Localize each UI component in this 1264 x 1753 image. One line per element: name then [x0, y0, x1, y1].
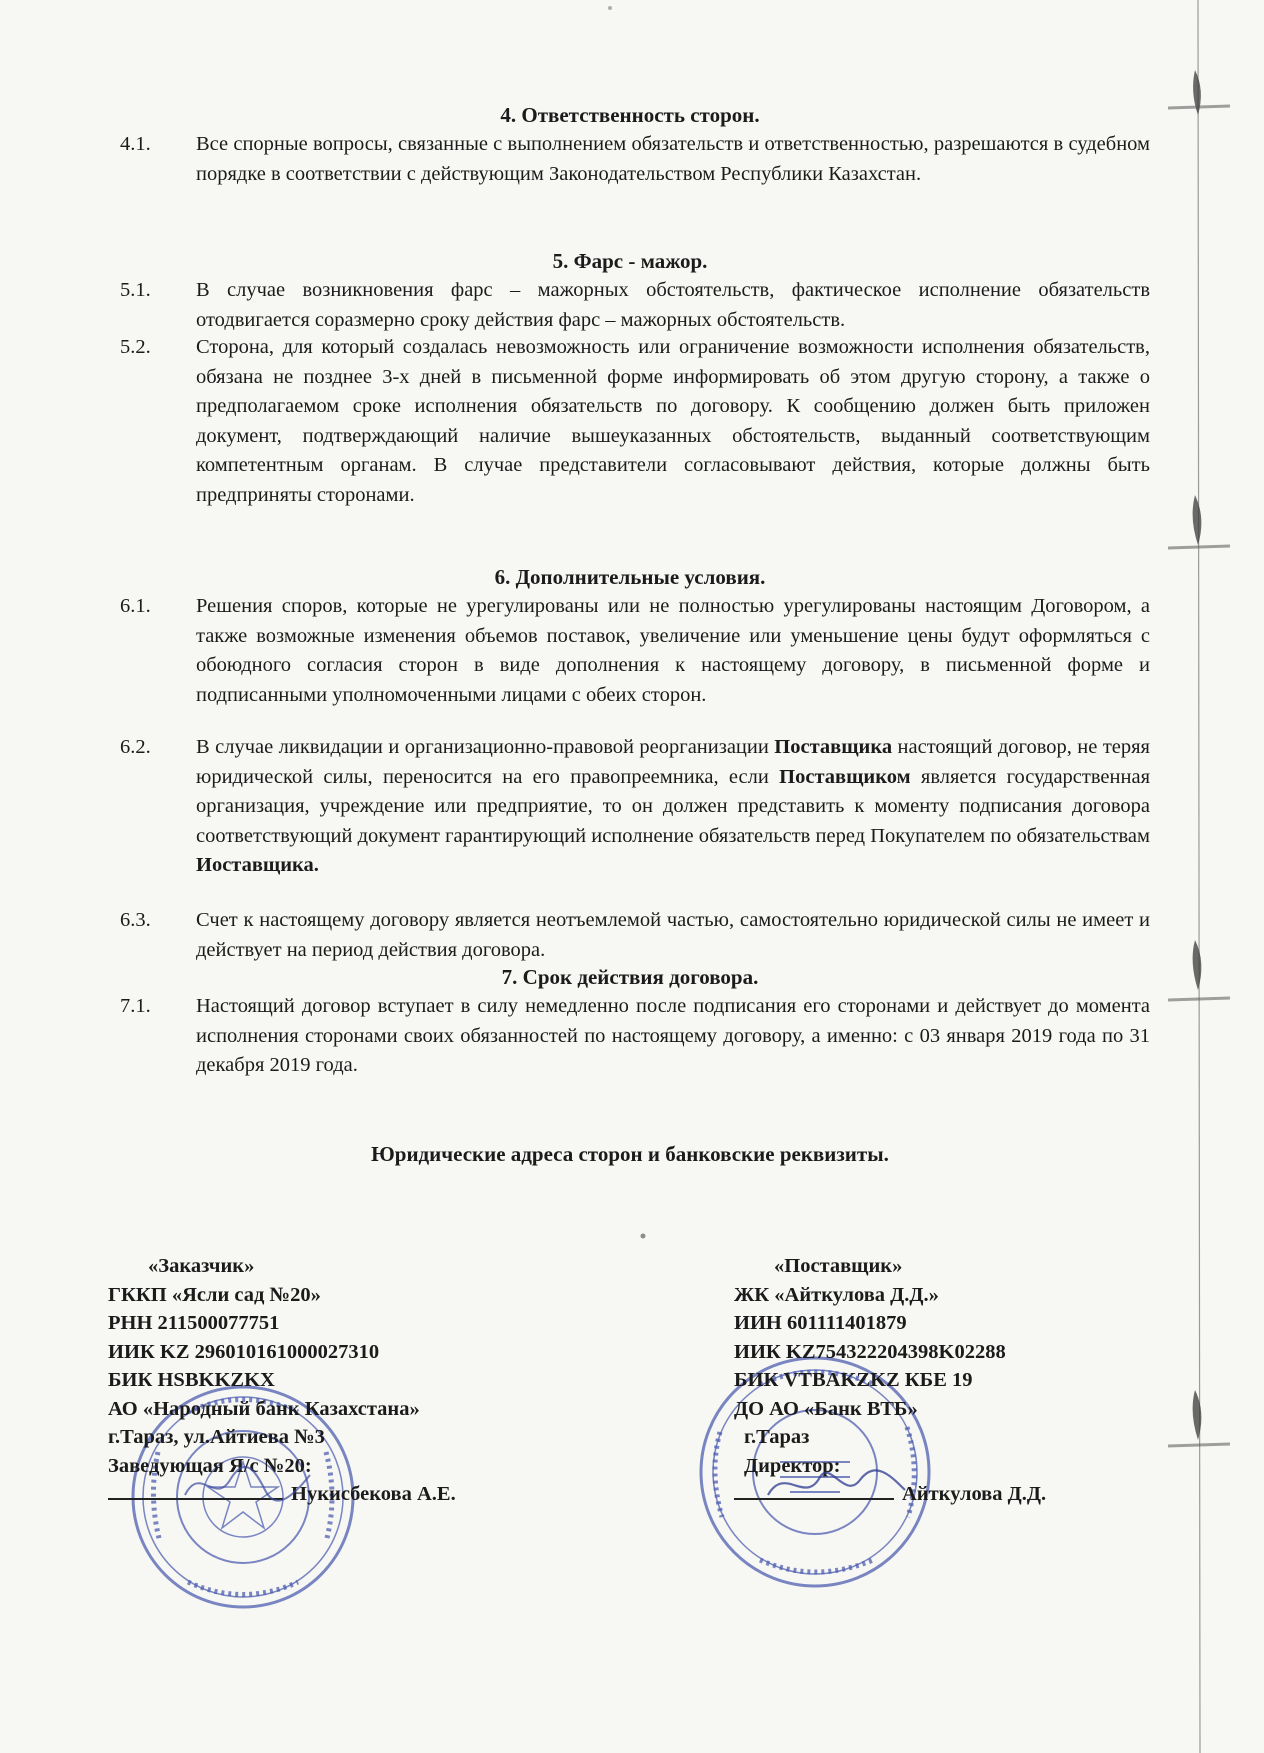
- clause-number: 6.2.: [120, 736, 151, 758]
- clause-number: 5.1.: [120, 279, 151, 301]
- section-6-title: 6. Дополнительные условия.: [494, 565, 766, 589]
- clause-text: В случае ликвидации и организационно-правовой реорганизации Поставщика настоящий договор, не теряя юридической силы, переносится на его правопреемника, если Поставщиком является государственная организация, учреждение или предприятие, то он должен представить к моменту подписания договора соответствующий документ гарантирующий исполнение обязательств перед Покупателем по обязательствам Иоставщика.: [196, 736, 1150, 876]
- supplier-term: Поставщика: [774, 736, 893, 758]
- supplier-signature-row: [734, 1480, 1046, 1509]
- clause-number: 6.3.: [120, 909, 151, 931]
- customer-rnn: РНН 211500077751: [108, 1312, 280, 1334]
- clause-text: Сторона, для который создалась невозможность или ограничение возможности исполнения обязательств, обязана не позднее 3-х дней в письменной форме информировать об этом другую сторону, а также о предполагаемом сроке исполнения обязательств по договору. К сообщению должен быть приложен документ, подтверждающий наличие вышеуказанных обстоятельств, выданный соответствующим компетентным органам. В случае представители согласовывают действия, которые должны быть предприняты сторонами.: [196, 336, 1150, 506]
- supplier-bik: БИК VTBAKZKZ КБЕ 19: [734, 1369, 973, 1391]
- clause-text: Счет к настоящему договору является неотъемлемой частью, самостоятельно юридической силы не имеет и действует на период действия договора.: [196, 909, 1150, 961]
- customer-bank: АО «Народный банк Казахстана»: [108, 1397, 420, 1420]
- supplier-city: г.Тараз: [744, 1426, 810, 1448]
- section-4-title: 4. Ответственность сторон.: [500, 103, 760, 127]
- customer-requisites: [108, 1252, 456, 1509]
- signature-line: [108, 1480, 283, 1500]
- supplier-iik: ИИК KZ754322204398K02288: [734, 1340, 1006, 1363]
- customer-role: «Заказчик»: [148, 1255, 255, 1277]
- supplier-signer: Айткулова Д.Д.: [902, 1483, 1047, 1505]
- clause-text: В случае возникновения фарс – мажорных обстоятельств, фактическое исполнение обязательств отодвигается соразмерно сроку действия фарс – мажорных обстоятельств.: [196, 279, 1150, 331]
- supplier-iin: ИИН 601111401879: [734, 1312, 907, 1334]
- customer-bik: БИК HSBKKZKX: [108, 1369, 275, 1391]
- clause-text: Решения споров, которые не урегулированы или не полностью урегулированы настоящим Договором, а также возможные изменения объемов поставок, увеличение или уменьшение цены будут оформляться с обоюдного согласия сторон в виде дополнения к настоящему договору, в письменной форме и подписанными уполномоченными лицами с обеих сторон.: [196, 595, 1150, 706]
- clause-number: 4.1.: [120, 133, 151, 155]
- customer-position: Заведующая Я/с №20:: [108, 1454, 312, 1477]
- signature-line: [734, 1480, 894, 1500]
- customer-iik: ИИК KZ 296010161000027310: [108, 1340, 380, 1363]
- clause-number: 5.2.: [120, 336, 151, 358]
- clause-number: 6.1.: [120, 595, 151, 617]
- supplier-role: «Поставщик»: [774, 1255, 903, 1277]
- customer-signature-row: [108, 1480, 456, 1509]
- clause-number: 7.1.: [120, 995, 151, 1017]
- supplier-requisites: [734, 1252, 1046, 1509]
- supplier-term: Иоставщика.: [196, 854, 319, 876]
- requisites-title: Юридические адреса сторон и банковские реквизиты.: [371, 1142, 889, 1166]
- customer-signer: Нукисбекова А.Е.: [291, 1483, 456, 1505]
- section-7-title: 7. Срок действия договора.: [501, 965, 759, 989]
- clause-text: Настоящий договор вступает в силу немедленно после подписания его сторонами и действует до момента исполнения сторонами своих обязанностей по настоящему договору, а именно: с 03 января 2019 года по 31 декабря 2019 года.: [196, 995, 1150, 1076]
- supplier-bank: ДО АО «Банк ВТБ»: [734, 1397, 918, 1420]
- supplier-term: Поставщиком: [779, 765, 911, 788]
- supplier-position: Директор:: [744, 1454, 841, 1477]
- section-5-title: 5. Фарс - мажор.: [552, 249, 708, 273]
- customer-name: ГККП «Ясли сад №20»: [108, 1283, 321, 1306]
- supplier-name: ЖК «Айткулова Д.Д.»: [734, 1283, 939, 1306]
- customer-address: г.Тараз, ул.Айтиева №3: [108, 1426, 325, 1448]
- clause-text: Все спорные вопросы, связанные с выполнением обязательств и ответственностью, разрешаются в судебном порядке в соответствии с действующим Законодательством Республики Казахстан.: [196, 133, 1150, 185]
